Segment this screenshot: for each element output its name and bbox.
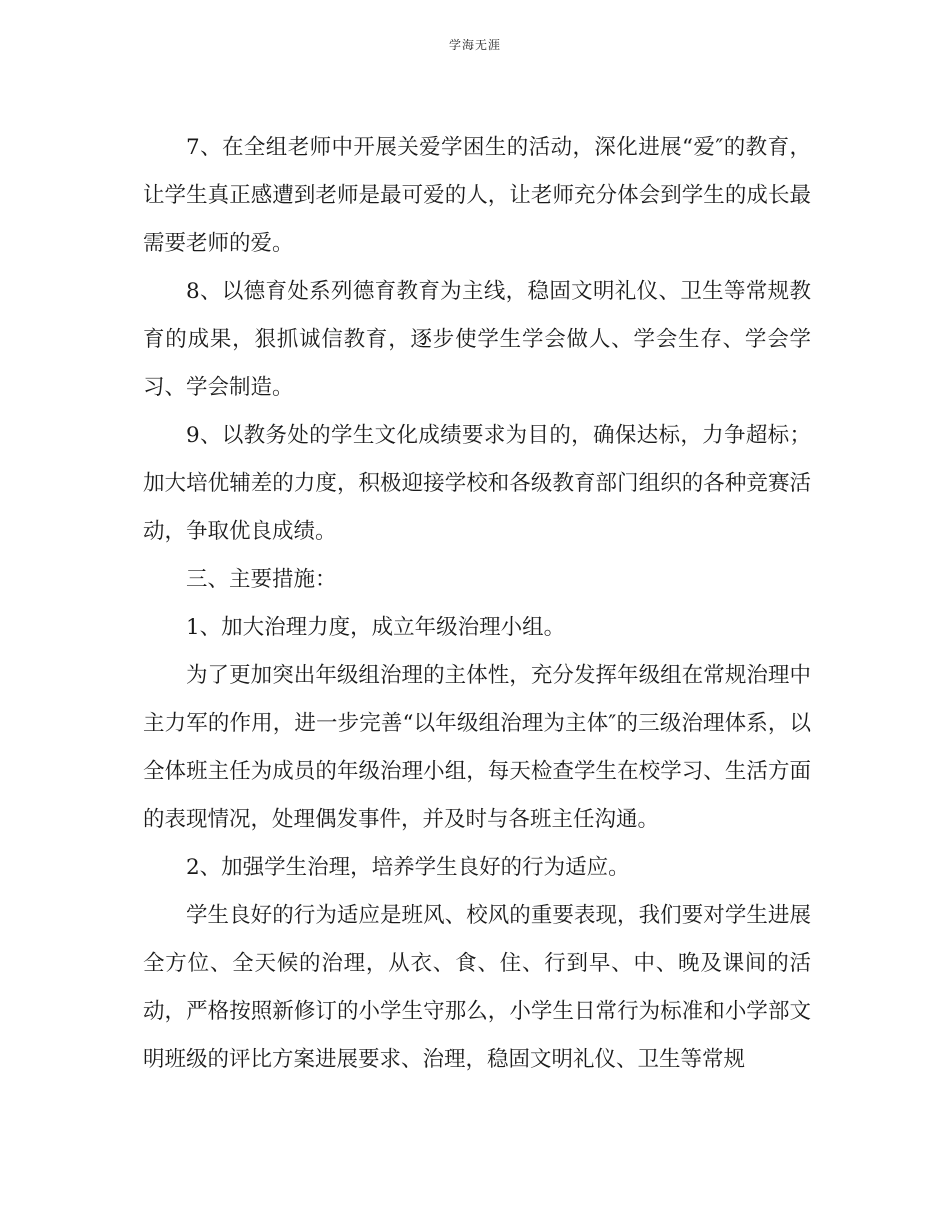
section-heading-measures: 三、主要措施： [186,567,337,592]
paragraph-item-9: 9、以教务处的学生文化成绩要求为目的，确保达标，力争超标；加大培优辅差的力度，积极迎接学校和各级教育部门组织的各种竞赛活动，争取优良成绩。 [143,423,811,544]
measure-2-body: 学生良好的行为适应是班风、校风的重要表现，我们要对学生进展全方位、全天候的治理，从衣、食、住、行到早、中、晚及课间的活动，严格按照新修订的小学生守那么，小学生日常行为标准和小学部文明班级的评比方案进展要求、治理，稳固文明礼仪、卫生等常规 [143,903,811,1072]
page-header: 学海无涯 [448,38,501,52]
document-body [143,124,811,1084]
measure-2-heading: 2、加强学生治理，培养学生良好的行为适应。 [186,855,630,880]
paragraph-item-8: 8、以德育处系列德育教育为主线，稳固文明礼仪、卫生等常规教育的成果，狠抓诚信教育，逐步使学生学会做人、学会生存、学会学习、学会制造。 [143,279,811,400]
measure-1-heading: 1、加大治理力度，成立年级治理小组。 [186,615,566,640]
paragraph-item-7: 7、在全组老师中开展关爱学困生的活动，深化进展“爱″的教育，让学生真正感遭到老师是最可爱的人，让老师充分体会到学生的成长最需要老师的爱。 [143,135,811,256]
measure-1-body: 为了更加突出年级组治理的主体性，充分发挥年级组在常规治理中主力军的作用，进一步完善“以年级组治理为主体″的三级治理体系，以全体班主任为成员的年级治理小组，每天检查学生在校学习、生活方面的表现情况，处理偶发事件，并及时与各班主任沟通。 [143,663,811,832]
